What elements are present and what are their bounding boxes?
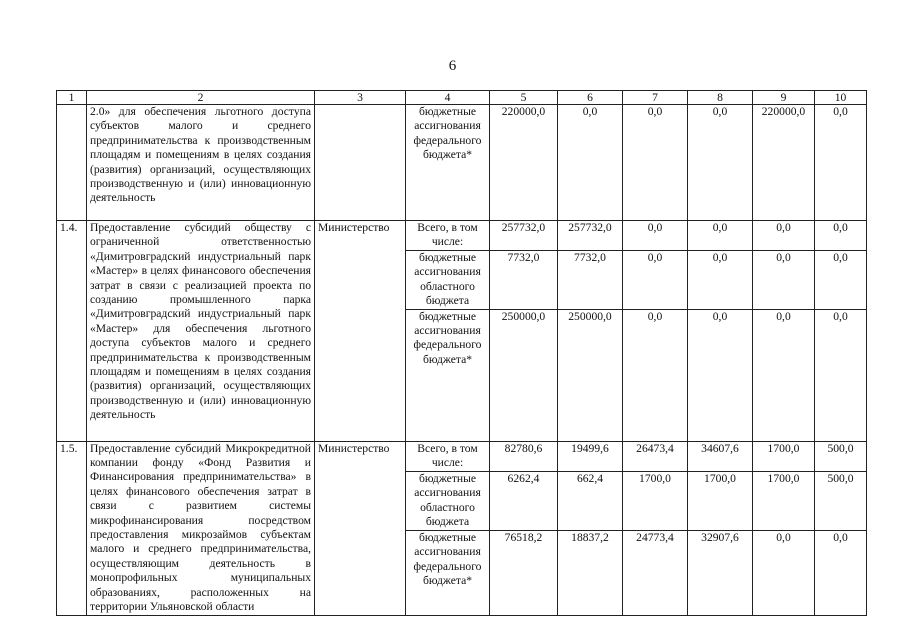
value-cell: 76518,2 bbox=[490, 530, 558, 615]
column-header: 9 bbox=[753, 91, 815, 105]
value-cell: 0,0 bbox=[688, 221, 753, 251]
item-description: Предоставление субсидий Микрокредитной компании фонду «Фонд Развития и Финансирования предпринимательства» в целях финансового обеспечения затрат в связи с развитием системы микрофинансирования посредством предоставления микрозаймов субъектам малого и среднего предпринимательства, осуществляющим деятельность в монопрофильных муниципальных образованиях, расположенных на территории Ульяновской области bbox=[87, 441, 315, 615]
value-cell: 0,0 bbox=[688, 309, 753, 441]
column-header: 3 bbox=[315, 91, 406, 105]
value-cell: 0,0 bbox=[688, 105, 753, 221]
value-cell: 0,0 bbox=[753, 221, 815, 251]
value-cell: 220000,0 bbox=[490, 105, 558, 221]
column-header: 7 bbox=[623, 91, 688, 105]
table-row bbox=[57, 441, 867, 471]
value-cell: 500,0 bbox=[815, 441, 867, 471]
item-number bbox=[57, 105, 87, 221]
value-cell: 26473,4 bbox=[623, 441, 688, 471]
funding-source: бюджетные ассигнования областного бюджета bbox=[406, 471, 490, 530]
value-cell: 500,0 bbox=[815, 471, 867, 530]
item-executor: Министерство bbox=[315, 221, 406, 442]
item-number: 1.4. bbox=[57, 221, 87, 442]
value-cell: 220000,0 bbox=[753, 105, 815, 221]
value-cell: 7732,0 bbox=[558, 251, 623, 310]
table-row bbox=[57, 221, 867, 251]
item-executor bbox=[315, 105, 406, 221]
value-cell: 257732,0 bbox=[490, 221, 558, 251]
value-cell: 0,0 bbox=[623, 309, 688, 441]
funding-source: Всего, в том числе: bbox=[406, 441, 490, 471]
value-cell: 82780,6 bbox=[490, 441, 558, 471]
budget-table bbox=[56, 90, 867, 616]
value-cell: 34607,6 bbox=[688, 441, 753, 471]
value-cell: 250000,0 bbox=[558, 309, 623, 441]
funding-source: бюджетные ассигнования областного бюджета bbox=[406, 251, 490, 310]
item-number: 1.5. bbox=[57, 441, 87, 615]
column-header: 2 bbox=[87, 91, 315, 105]
funding-source: Всего, в том числе: bbox=[406, 221, 490, 251]
value-cell: 0,0 bbox=[558, 105, 623, 221]
header-row bbox=[57, 91, 867, 105]
value-cell: 250000,0 bbox=[490, 309, 558, 441]
funding-source: бюджетные ассигнования федерального бюджета* bbox=[406, 530, 490, 615]
value-cell: 19499,6 bbox=[558, 441, 623, 471]
column-header: 4 bbox=[406, 91, 490, 105]
value-cell: 0,0 bbox=[815, 309, 867, 441]
column-header: 1 bbox=[57, 91, 87, 105]
value-cell: 7732,0 bbox=[490, 251, 558, 310]
column-header: 5 bbox=[490, 91, 558, 105]
value-cell: 1700,0 bbox=[688, 471, 753, 530]
value-cell: 32907,6 bbox=[688, 530, 753, 615]
item-description: Предоставление субсидий обществу с ограниченной ответственностью «Димитровградский индустриальный парк «Мастер» в целях финансового обеспечения затрат в связи с реализацией проекта по созданию промышленного парка «Димитровградский индустриальный парк «Мастер» для обеспечения льготного доступа субъектов малого и среднего предпринимательства к производственным площадям и помещениям в целях создания (развития) организаций, осуществляющих производственную и (или) инновационную деятельность bbox=[87, 221, 315, 442]
value-cell: 18837,2 bbox=[558, 530, 623, 615]
value-cell: 0,0 bbox=[688, 251, 753, 310]
value-cell: 0,0 bbox=[815, 221, 867, 251]
column-header: 8 bbox=[688, 91, 753, 105]
item-executor: Министерство bbox=[315, 441, 406, 615]
value-cell: 0,0 bbox=[753, 309, 815, 441]
value-cell: 0,0 bbox=[753, 251, 815, 310]
column-header: 10 bbox=[815, 91, 867, 105]
value-cell: 0,0 bbox=[623, 251, 688, 310]
column-header: 6 bbox=[558, 91, 623, 105]
value-cell: 1700,0 bbox=[623, 471, 688, 530]
value-cell: 1700,0 bbox=[753, 471, 815, 530]
funding-source: бюджетные ассигнования федерального бюджета* bbox=[406, 105, 490, 221]
value-cell: 0,0 bbox=[815, 105, 867, 221]
value-cell: 1700,0 bbox=[753, 441, 815, 471]
table-row bbox=[57, 105, 867, 221]
value-cell: 662,4 bbox=[558, 471, 623, 530]
value-cell: 0,0 bbox=[623, 221, 688, 251]
item-description: 2.0» для обеспечения льготного доступа субъектов малого и среднего предпринимательства к производственным площадям и помещениям в целях создания (развития) организаций, осуществляющих производственную и (или) инновационную деятельность bbox=[87, 105, 315, 221]
value-cell: 0,0 bbox=[623, 105, 688, 221]
funding-source: бюджетные ассигнования федерального бюджета* bbox=[406, 309, 490, 441]
value-cell: 0,0 bbox=[753, 530, 815, 615]
value-cell: 0,0 bbox=[815, 530, 867, 615]
value-cell: 0,0 bbox=[815, 251, 867, 310]
value-cell: 257732,0 bbox=[558, 221, 623, 251]
page-number: 6 bbox=[448, 58, 457, 74]
value-cell: 6262,4 bbox=[490, 471, 558, 530]
value-cell: 24773,4 bbox=[623, 530, 688, 615]
